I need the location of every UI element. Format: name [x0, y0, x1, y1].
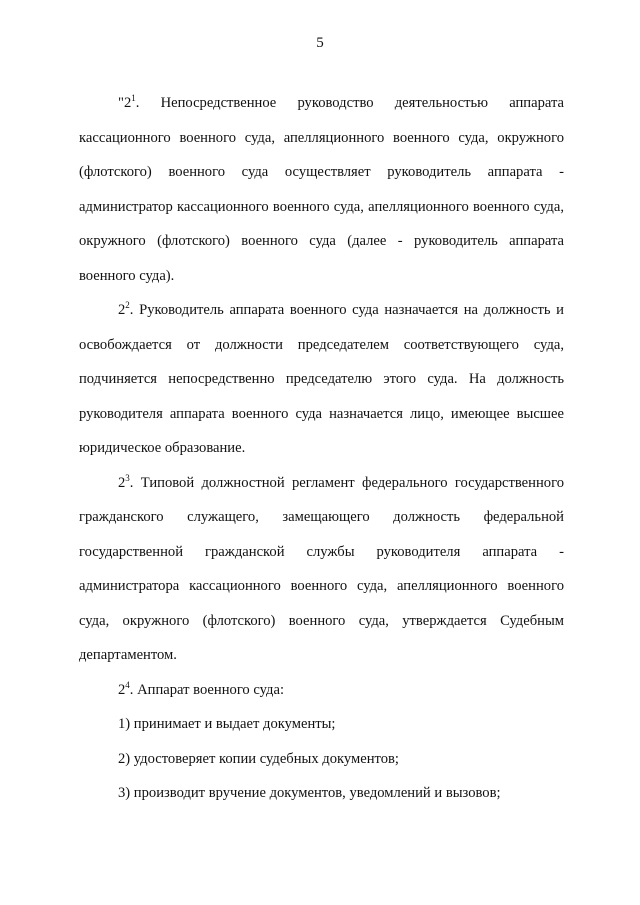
paragraph-number: "2 — [118, 95, 132, 111]
paragraph-2-2 — [79, 293, 564, 466]
paragraph-text: . Типовой должностной регламент федерального государственного гражданского служащего, замещающего должность федеральной государственной гражданской службы руководителя аппарата - администратора кассационного военного суда, апелляционного военного суда, окружного (флотского) военного суда, утверждается Судебным департаментом. — [79, 474, 564, 663]
list-item: 3) производит вручение документов, уведомлений и вызовов; — [118, 785, 501, 801]
paragraph-text: . Аппарат военного суда: — [129, 681, 284, 698]
superscript: 2 — [125, 300, 130, 311]
superscript: 4 — [125, 679, 130, 690]
superscript: 1 — [131, 93, 136, 104]
page-number: 5 — [316, 35, 324, 51]
paragraph-text: . Непосредственное руководство деятельностью аппарата кассационного военного суда, апелляционного военного суда, окружного (флотского) военного суда осуществляет руководитель аппарата - администратор кассационного военного суда, апелляционного военного суда, окружного (флотского) военного суда (далее - руководитель аппарата военного суда). — [79, 95, 564, 284]
paragraph-2-3 — [79, 466, 564, 673]
paragraph-number: 2 — [118, 474, 126, 491]
paragraph-number: 2 — [118, 681, 126, 698]
document-body — [79, 86, 564, 811]
paragraph-2-1 — [79, 86, 564, 293]
list-item: 2) удостоверяет копии судебных документов; — [118, 750, 399, 767]
paragraph-text: . Руководитель аппарата военного суда назначается на должность и освобождается от должности председателем соответствующего суда, подчиняется непосредственно председателю этого суда. На должность руководителя аппарата военного суда назначается лицо, имеющее высшее юридическое образование. — [79, 302, 564, 456]
list-item: 1) принимает и выдает документы; — [118, 716, 336, 732]
paragraph-number: 2 — [118, 302, 126, 318]
superscript: 3 — [125, 472, 130, 483]
paragraph-2-4 — [79, 673, 564, 708]
